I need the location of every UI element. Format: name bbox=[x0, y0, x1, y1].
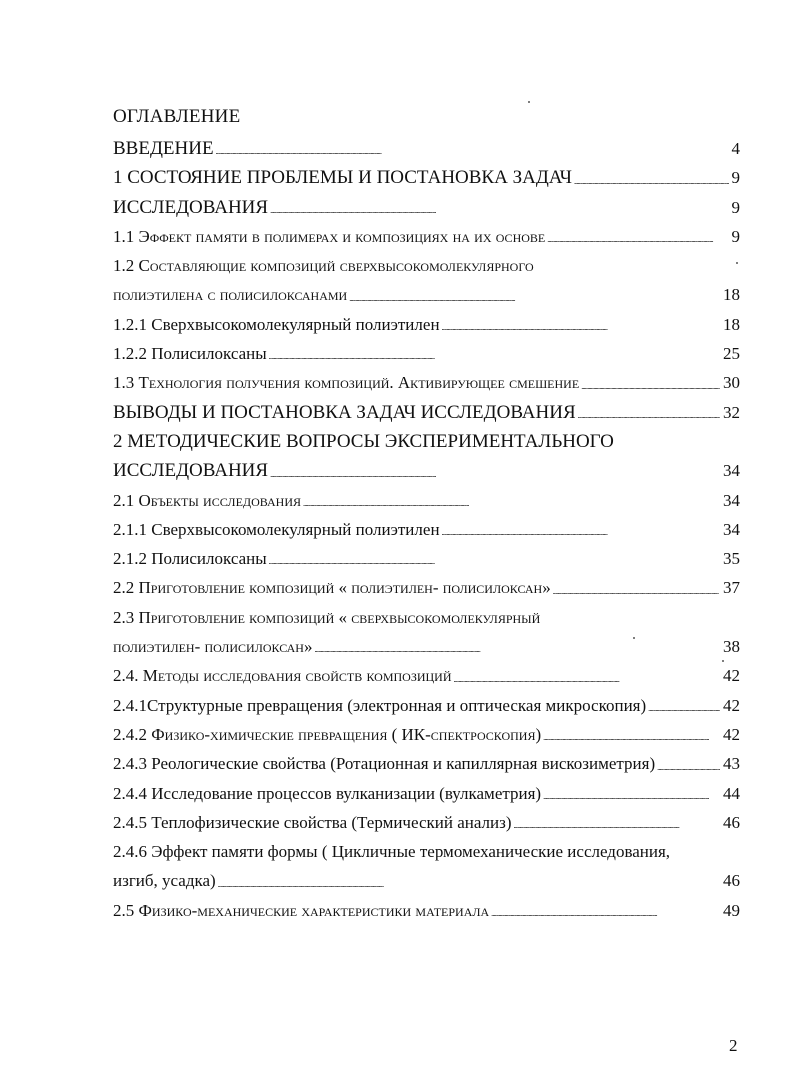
toc-entry bbox=[113, 280, 740, 309]
toc-entry bbox=[113, 251, 740, 280]
toc-entry bbox=[113, 163, 740, 192]
dot-leader bbox=[543, 720, 720, 749]
toc-entry-title: ИССЛЕДОВАНИЯ bbox=[113, 196, 269, 218]
toc-entry bbox=[113, 544, 740, 573]
toc-entry bbox=[113, 310, 740, 339]
table-of-contents bbox=[113, 134, 740, 925]
toc-entry-title: 2.4.4 Исследование процессов вулканизации (вулкаметрия) bbox=[113, 783, 542, 803]
dot-leader bbox=[648, 691, 720, 720]
toc-entry-title: 1.2 Составляющие композиций сверхвысокомолекулярного bbox=[113, 256, 534, 276]
toc-entry bbox=[113, 134, 740, 163]
toc-entry-page: 30 bbox=[723, 373, 740, 393]
toc-entry-title: 2.4. Методы исследования свойств композиций bbox=[113, 666, 452, 686]
toc-entry-title: 2 МЕТОДИЧЕСКИЕ ВОПРОСЫ ЭКСПЕРИМЕНТАЛЬНОГО bbox=[113, 430, 614, 452]
toc-entry-title: 1.1 Эффект памяти в полимерах и композициях на их основе bbox=[113, 226, 546, 246]
scan-speck bbox=[528, 101, 530, 103]
toc-entry-title: 2.1.2 Полисилоксаны bbox=[113, 549, 267, 569]
toc-entry-page: 42 bbox=[723, 724, 740, 744]
toc-entry-title: ВВЕДЕНИЕ bbox=[113, 138, 214, 159]
dot-leader bbox=[581, 368, 720, 397]
dot-leader bbox=[578, 398, 720, 427]
toc-entry bbox=[113, 222, 740, 251]
scan-speck bbox=[736, 262, 738, 264]
toc-entry bbox=[113, 456, 740, 485]
toc-entry-title: 2.3 Приготовление композиций « сверхвысокомолекулярный bbox=[113, 607, 541, 627]
toc-entry bbox=[113, 427, 740, 456]
toc-entry-page: 35 bbox=[723, 549, 740, 569]
dot-leader bbox=[514, 808, 721, 837]
dot-leader bbox=[657, 749, 720, 778]
toc-entry bbox=[113, 808, 740, 837]
dot-leader bbox=[553, 573, 720, 602]
toc-entry-title: 2.1 Объекты исследования bbox=[113, 490, 302, 510]
toc-entry-title: 1.3 Технология получения композиций. Активирующее смешение bbox=[113, 373, 580, 393]
toc-entry-title: 2.4.1Структурные превращения (электронная и оптическая микроскопия) bbox=[113, 695, 647, 715]
toc-entry-page: 49 bbox=[723, 900, 740, 920]
toc-entry-title: ИССЛЕДОВАНИЯ bbox=[113, 460, 269, 482]
toc-entry bbox=[113, 866, 740, 895]
toc-entry-page: 9 bbox=[731, 197, 740, 217]
toc-entry-title: 2.1.1 Сверхвысокомолекулярный полиэтилен bbox=[113, 519, 440, 539]
dot-leader bbox=[547, 222, 728, 251]
toc-entry bbox=[113, 837, 740, 866]
dot-leader bbox=[574, 163, 729, 192]
toc-heading: ОГЛАВЛЕНИЕ bbox=[113, 106, 241, 127]
toc-entry bbox=[113, 603, 740, 632]
toc-entry bbox=[113, 515, 740, 544]
page-number: 2 bbox=[729, 1036, 738, 1055]
toc-entry bbox=[113, 661, 740, 690]
toc-entry-page: 32 bbox=[723, 402, 740, 422]
dot-leader bbox=[491, 896, 720, 925]
dot-leader bbox=[442, 310, 720, 339]
dot-leader bbox=[269, 544, 720, 573]
toc-entry bbox=[113, 339, 740, 368]
toc-entry-page: 43 bbox=[723, 754, 740, 774]
toc-entry bbox=[113, 691, 740, 720]
toc-entry-title: 2.4.2 Физико-химические превращения ( ИК-спектроскопия) bbox=[113, 724, 542, 744]
toc-entry-page: 25 bbox=[723, 344, 740, 364]
toc-entry-title: 2.2 Приготовление композиций « полиэтилен- полисилоксан» bbox=[113, 578, 551, 598]
toc-entry bbox=[113, 749, 740, 778]
toc-entry-page: 46 bbox=[723, 871, 740, 891]
toc-entry-title: 1.2.1 Сверхвысокомолекулярный полиэтилен bbox=[113, 314, 440, 334]
dot-leader bbox=[218, 866, 720, 895]
toc-entry bbox=[113, 896, 740, 925]
toc-entry bbox=[113, 368, 740, 397]
toc-entry bbox=[113, 632, 740, 661]
toc-entry-title: 2.5 Физико-механические характеристики материала bbox=[113, 900, 490, 920]
dot-leader bbox=[216, 134, 729, 163]
dot-leader bbox=[543, 779, 720, 808]
toc-entry bbox=[113, 573, 740, 602]
toc-entry-title: 1.2.2 Полисилоксаны bbox=[113, 344, 267, 364]
dot-leader bbox=[454, 661, 720, 690]
toc-entry-title: ВЫВОДЫ И ПОСТАНОВКА ЗАДАЧ ИССЛЕДОВАНИЯ bbox=[113, 401, 576, 423]
toc-entry-page: 46 bbox=[723, 812, 740, 832]
dot-leader bbox=[349, 280, 720, 309]
toc-entry-title: полиэтилен- полисилоксан» bbox=[113, 637, 313, 657]
toc-entry bbox=[113, 193, 740, 222]
toc-entry-title: 1 СОСТОЯНИЕ ПРОБЛЕМЫ И ПОСТАНОВКА ЗАДАЧ bbox=[113, 167, 572, 189]
toc-entry-page: 34 bbox=[723, 519, 740, 539]
scan-speck bbox=[722, 660, 724, 662]
dot-leader bbox=[442, 515, 720, 544]
toc-entry-title: 2.4.6 Эффект памяти формы ( Цикличные термомеханические исследования, bbox=[113, 842, 671, 862]
toc-entry-page: 42 bbox=[723, 666, 740, 686]
toc-entry-title: изгиб, усадка) bbox=[113, 871, 216, 891]
toc-entry bbox=[113, 486, 740, 515]
toc-entry-page: 42 bbox=[723, 695, 740, 715]
dot-leader bbox=[269, 339, 720, 368]
dot-leader bbox=[303, 486, 720, 515]
toc-entry-page: 18 bbox=[723, 314, 740, 334]
dot-leader bbox=[270, 456, 720, 485]
toc-entry-page: 9 bbox=[731, 226, 740, 246]
toc-entry-title: полиэтилена с полисилоксанами bbox=[113, 285, 348, 305]
scan-speck bbox=[633, 637, 635, 639]
dot-leader bbox=[270, 193, 728, 222]
toc-entry bbox=[113, 398, 740, 427]
toc-entry bbox=[113, 720, 740, 749]
toc-entry-page: 4 bbox=[731, 139, 740, 158]
dot-leader bbox=[314, 632, 720, 661]
toc-entry-page: 18 bbox=[723, 285, 740, 305]
toc-entry bbox=[113, 779, 740, 808]
toc-entry-page: 34 bbox=[723, 461, 740, 481]
toc-entry-page: 38 bbox=[723, 637, 740, 657]
toc-entry-page: 44 bbox=[723, 783, 740, 803]
toc-entry-title: 2.4.3 Реологические свойства (Ротационная и капиллярная вискозиметрия) bbox=[113, 754, 656, 774]
toc-entry-page: 9 bbox=[731, 168, 740, 188]
toc-entry-title: 2.4.5 Теплофизические свойства (Термический анализ) bbox=[113, 812, 512, 832]
toc-entry-page: 37 bbox=[723, 578, 740, 598]
toc-entry-page: 34 bbox=[723, 490, 740, 510]
